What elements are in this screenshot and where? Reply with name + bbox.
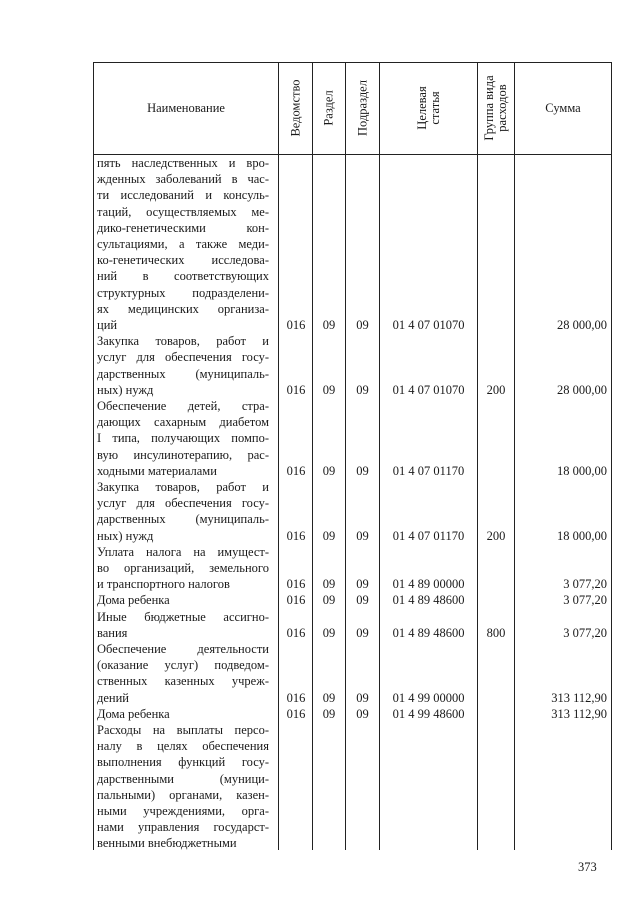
name-line: Закупка товаров, работ и	[97, 334, 269, 349]
name-line: дарственных (муниципаль-	[97, 512, 269, 527]
cell-sum: 18 000,00	[557, 528, 607, 543]
name-line: ными учреждениями, орга-	[97, 804, 269, 818]
cell-razd: 09	[322, 690, 336, 705]
cell-pod: 09	[356, 706, 369, 721]
cell-razd: 09	[322, 318, 336, 332]
cell-cel: 01 4 89 48600	[392, 625, 465, 640]
header-razdel: Раздел	[321, 90, 336, 126]
name-line: Обеспечение деятельности	[97, 642, 269, 656]
cell-pod: 09	[356, 463, 369, 478]
cell-pod: 09	[356, 382, 369, 397]
cell-ved: 016	[286, 463, 306, 478]
cell-sum: 28 000,00	[557, 382, 607, 397]
name-line: выполнения функций госу-	[97, 755, 269, 770]
col-border	[477, 62, 478, 850]
cell-pod: 09	[356, 690, 369, 705]
name-line: ций	[97, 318, 118, 332]
name-line: Дома ребенка	[97, 593, 170, 608]
name-line: услуг для обеспечения госу-	[97, 496, 269, 511]
name-line: венными внебюджетными	[97, 836, 237, 851]
name-line: дико-генетическими кон-	[97, 220, 269, 235]
name-line: Иные бюджетные ассигно-	[97, 609, 269, 624]
name-line: вания	[97, 625, 128, 640]
col-border	[278, 62, 279, 850]
cell-razd: 09	[322, 463, 336, 478]
col-border	[312, 62, 313, 850]
name-line: налу в целях обеспечения	[97, 739, 269, 754]
cell-pod: 09	[356, 593, 369, 608]
cell-razd: 09	[322, 382, 336, 397]
cell-razd: 09	[322, 625, 336, 640]
col-border	[514, 62, 515, 850]
col-border	[611, 62, 612, 850]
cell-ved: 016	[286, 625, 306, 640]
name-line: во организаций, земельного	[97, 561, 269, 575]
cell-cel: 01 4 07 01170	[392, 463, 465, 478]
name-line: пять наследственных и вро-	[97, 156, 269, 170]
name-line: ний в соответствующих	[97, 269, 269, 284]
name-line: I типа, получающих помпо-	[97, 431, 269, 446]
col-border	[379, 62, 380, 850]
name-line: Дома ребенка	[97, 706, 170, 721]
cell-cel: 01 4 89 00000	[392, 577, 465, 592]
name-line: жденных заболеваний в час-	[97, 172, 269, 187]
cell-grp: 200	[486, 382, 506, 397]
cell-sum: 18 000,00	[557, 463, 607, 478]
cell-pod: 09	[356, 577, 369, 592]
name-line: дарственными (муници-	[97, 771, 269, 786]
cell-sum: 3 077,20	[563, 577, 607, 592]
budget-table	[93, 62, 612, 850]
name-line: Расходы на выплаты персо-	[97, 723, 269, 737]
name-line: дений	[97, 690, 129, 705]
cell-razd: 09	[322, 577, 336, 592]
cell-razd: 09	[322, 528, 336, 543]
name-line: нами управления государст-	[97, 820, 269, 835]
cell-cel: 01 4 07 01070	[392, 382, 465, 397]
name-line: Обеспечение детей, стра-	[97, 399, 269, 413]
header-vedomstvo: Ведомство	[288, 79, 302, 137]
cell-cel: 01 4 99 48600	[392, 706, 465, 721]
name-line: вую инсулинотерапию, рас-	[97, 447, 269, 462]
cell-razd: 09	[322, 706, 336, 721]
header-bottom-border	[93, 154, 612, 155]
cell-cel: 01 4 89 48600	[392, 593, 465, 608]
cell-grp: 800	[486, 625, 506, 640]
name-line: дарственных (муниципаль-	[97, 366, 269, 381]
header-celevaya-statya: Целевая статья	[414, 86, 442, 130]
col-border	[93, 62, 94, 850]
name-line: Закупка товаров, работ и	[97, 480, 269, 494]
name-line: пальными) органами, казен-	[97, 787, 269, 802]
name-line: таций, осуществляемых ме-	[97, 204, 269, 219]
cell-sum: 313 112,90	[551, 706, 607, 721]
name-line: услуг для обеспечения госу-	[97, 350, 269, 365]
header-gruppa: Группа вида расходов	[482, 75, 509, 141]
cell-ved: 016	[286, 690, 306, 705]
cell-pod: 09	[356, 528, 369, 543]
name-line: структурных подразделени-	[97, 285, 269, 300]
cell-pod: 09	[356, 318, 369, 332]
name-line: и транспортного налогов	[97, 577, 230, 592]
cell-grp: 200	[486, 528, 506, 543]
name-line: дающих сахарным диабетом	[97, 415, 269, 430]
cell-ved: 016	[286, 577, 306, 592]
name-line: ях медицинских организа-	[97, 301, 269, 316]
cell-cel: 01 4 99 00000	[392, 690, 465, 705]
cell-ved: 016	[286, 706, 306, 721]
cell-sum: 313 112,90	[551, 690, 607, 705]
cell-ved: 016	[286, 528, 306, 543]
header-name: Наименование	[147, 101, 225, 115]
cell-ved: 016	[286, 318, 306, 332]
cell-razd: 09	[322, 593, 336, 608]
cell-sum: 28 000,00	[557, 318, 607, 332]
name-line: ных) нужд	[97, 528, 154, 543]
name-line: ко-генетических исследова-	[97, 253, 269, 268]
cell-sum: 3 077,20	[563, 593, 607, 608]
cell-cel: 01 4 07 01170	[392, 528, 465, 543]
col-border	[345, 62, 346, 850]
name-line: сультациями, а также меди-	[97, 237, 269, 251]
name-line: ственных казенных учреж-	[97, 674, 269, 689]
header-podrazdel: Подраздел	[355, 80, 369, 136]
cell-sum: 3 077,20	[563, 625, 607, 640]
name-line: ных) нужд	[97, 382, 154, 397]
name-line: ти исследований и консуль-	[97, 188, 269, 203]
name-line: (оказание услуг) подведом-	[97, 658, 269, 673]
cell-pod: 09	[356, 625, 369, 640]
page-number: 373	[578, 860, 597, 874]
cell-cel: 01 4 07 01070	[392, 318, 465, 332]
header-summa: Сумма	[545, 101, 581, 115]
cell-ved: 016	[286, 382, 306, 397]
name-line: Уплата налога на имущест-	[97, 544, 269, 559]
cell-ved: 016	[286, 593, 306, 608]
name-line: ходными материалами	[97, 463, 217, 478]
